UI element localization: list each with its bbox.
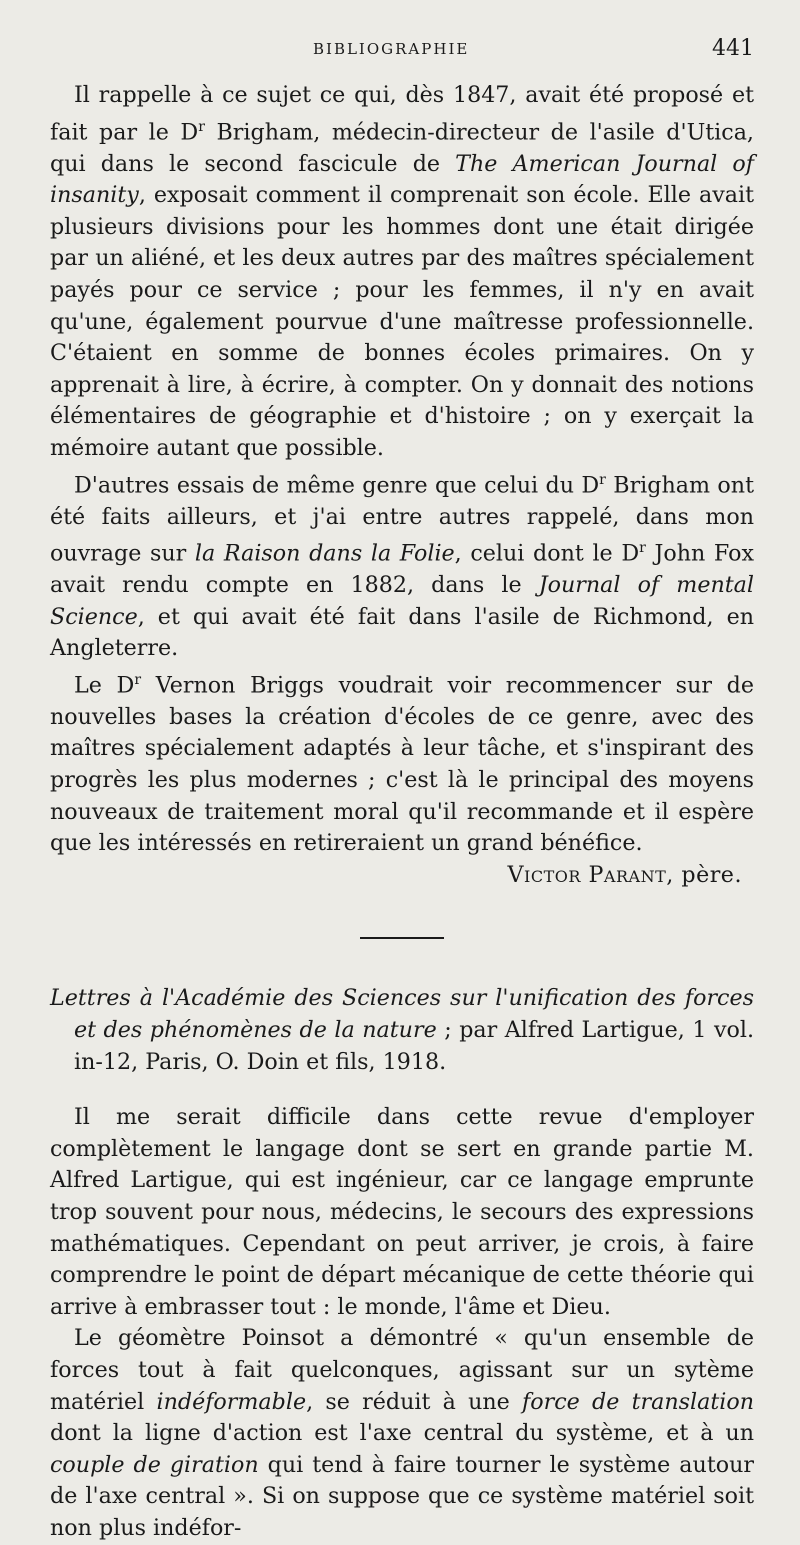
text-run: , et qui avait été fait dans l'asile de Richmond, en Angleterre. bbox=[50, 603, 754, 662]
text-run: Le D bbox=[74, 672, 135, 699]
signature bbox=[50, 860, 754, 892]
body-text bbox=[50, 80, 754, 1545]
italic-title: Lettres à l'Académie des Sciences sur l'unification des forces et des phénomènes de la nature bbox=[50, 985, 754, 1043]
italic-title: la Raison dans la Folie bbox=[194, 540, 455, 567]
signature-suffix: , père. bbox=[666, 861, 742, 888]
section-divider bbox=[360, 937, 444, 939]
text-run: Brigham ont été faits ailleurs, et j'ai entre autres rappelé, dans mon ouvrage sur bbox=[50, 471, 754, 567]
superscript: r bbox=[599, 471, 606, 488]
text-run: Il rappelle à ce sujet ce qui, dès 1847, avait été proposé et fait par le D bbox=[50, 82, 754, 145]
running-title: BIBLIOGRAPHIE bbox=[313, 40, 470, 58]
review-paragraph bbox=[50, 1102, 754, 1323]
italic-title: couple de giration bbox=[50, 1451, 259, 1478]
text-run: D'autres essais de même genre que celui du D bbox=[74, 471, 600, 498]
text-run: , exposait comment il comprenait son école. Elle avait plusieurs divisions pour les hommes dont une était dirigée par un aliéné, et les deux autres par des maîtres spécialement payés pour ce service ; pour les femmes, il n'y en avait qu'une, également pourvue d'une maîtresse professionnelle. C'étaient en somme de bonnes écoles primaires. On y apprenait à lire, à écrire, à compter. On y donnait des notions élémentaires de géographie et d'histoire ; on y exerçait la mémoire autant que possible. bbox=[50, 182, 754, 461]
paragraph bbox=[50, 80, 754, 465]
signature-name: Victor Parant bbox=[507, 861, 667, 888]
text-run: Il me serait difficile dans cette revue d'employer complètement le langage dont se sert en grande partie M. Alfred Lartigue, qui est ingénieur, car ce langage emprunte trop souvent pour nous, médecins, le secours des expressions mathématiques. Cependant on peut arriver, je crois, à faire comprendre le point de départ mécanique de cette théorie qui arrive à embrasser tout : le monde, l'âme et Dieu. bbox=[50, 1104, 754, 1320]
text-run: Le géomètre Poinsot a démontré « qu'un ensemble de forces tout à fait quelconques, agissant sur un sytème matériel bbox=[50, 1325, 754, 1415]
paragraph bbox=[50, 665, 754, 860]
page-number: 441 bbox=[712, 36, 754, 61]
italic-title: Journal of mental Science bbox=[50, 572, 754, 630]
italic-title: The American Journal of insanity bbox=[50, 150, 754, 209]
superscript: r bbox=[639, 540, 646, 557]
italic-title: force de translation bbox=[522, 1388, 754, 1415]
paragraph bbox=[50, 465, 754, 665]
text-run: dont la ligne d'action est l'axe central du système, et à un bbox=[50, 1420, 754, 1447]
text-run: ; par Alfred Lartigue, 1 vol. in-12, Paris, O. Doin et fils, 1918. bbox=[74, 1017, 755, 1075]
text-run: Vernon Briggs voudrait voir recommencer sur de nouvelles bases la création d'écoles de ce genre, avec des maîtres spécialement adaptés à leur tâche, et s'inspirant des progrès les plus modernes ; c'est là le principal des moyens nouveaux de traitement moral qu'il recommande et il espère que les intéressés en retireraient un grand bénéfice. bbox=[50, 672, 754, 857]
italic-title: indéformable bbox=[156, 1388, 307, 1415]
text-run: , celui dont le D bbox=[454, 540, 640, 567]
review-citation bbox=[50, 983, 754, 1078]
text-run: John Fox avait rendu compte en 1882, dans le bbox=[50, 540, 754, 599]
page-header bbox=[50, 38, 754, 68]
superscript: r bbox=[134, 671, 142, 688]
review-paragraph bbox=[50, 1323, 754, 1544]
superscript: r bbox=[198, 118, 205, 135]
text-run: , se réduit à une bbox=[306, 1388, 523, 1415]
text-run: qui tend à faire tourner le système autour de l'axe central ». Si on suppose que ce système matériel soit non plus indéfor- bbox=[50, 1451, 754, 1541]
text-run: Brigham, médecin-directeur de l'asile d'Utica, qui dans le second fascicule de bbox=[50, 118, 754, 177]
